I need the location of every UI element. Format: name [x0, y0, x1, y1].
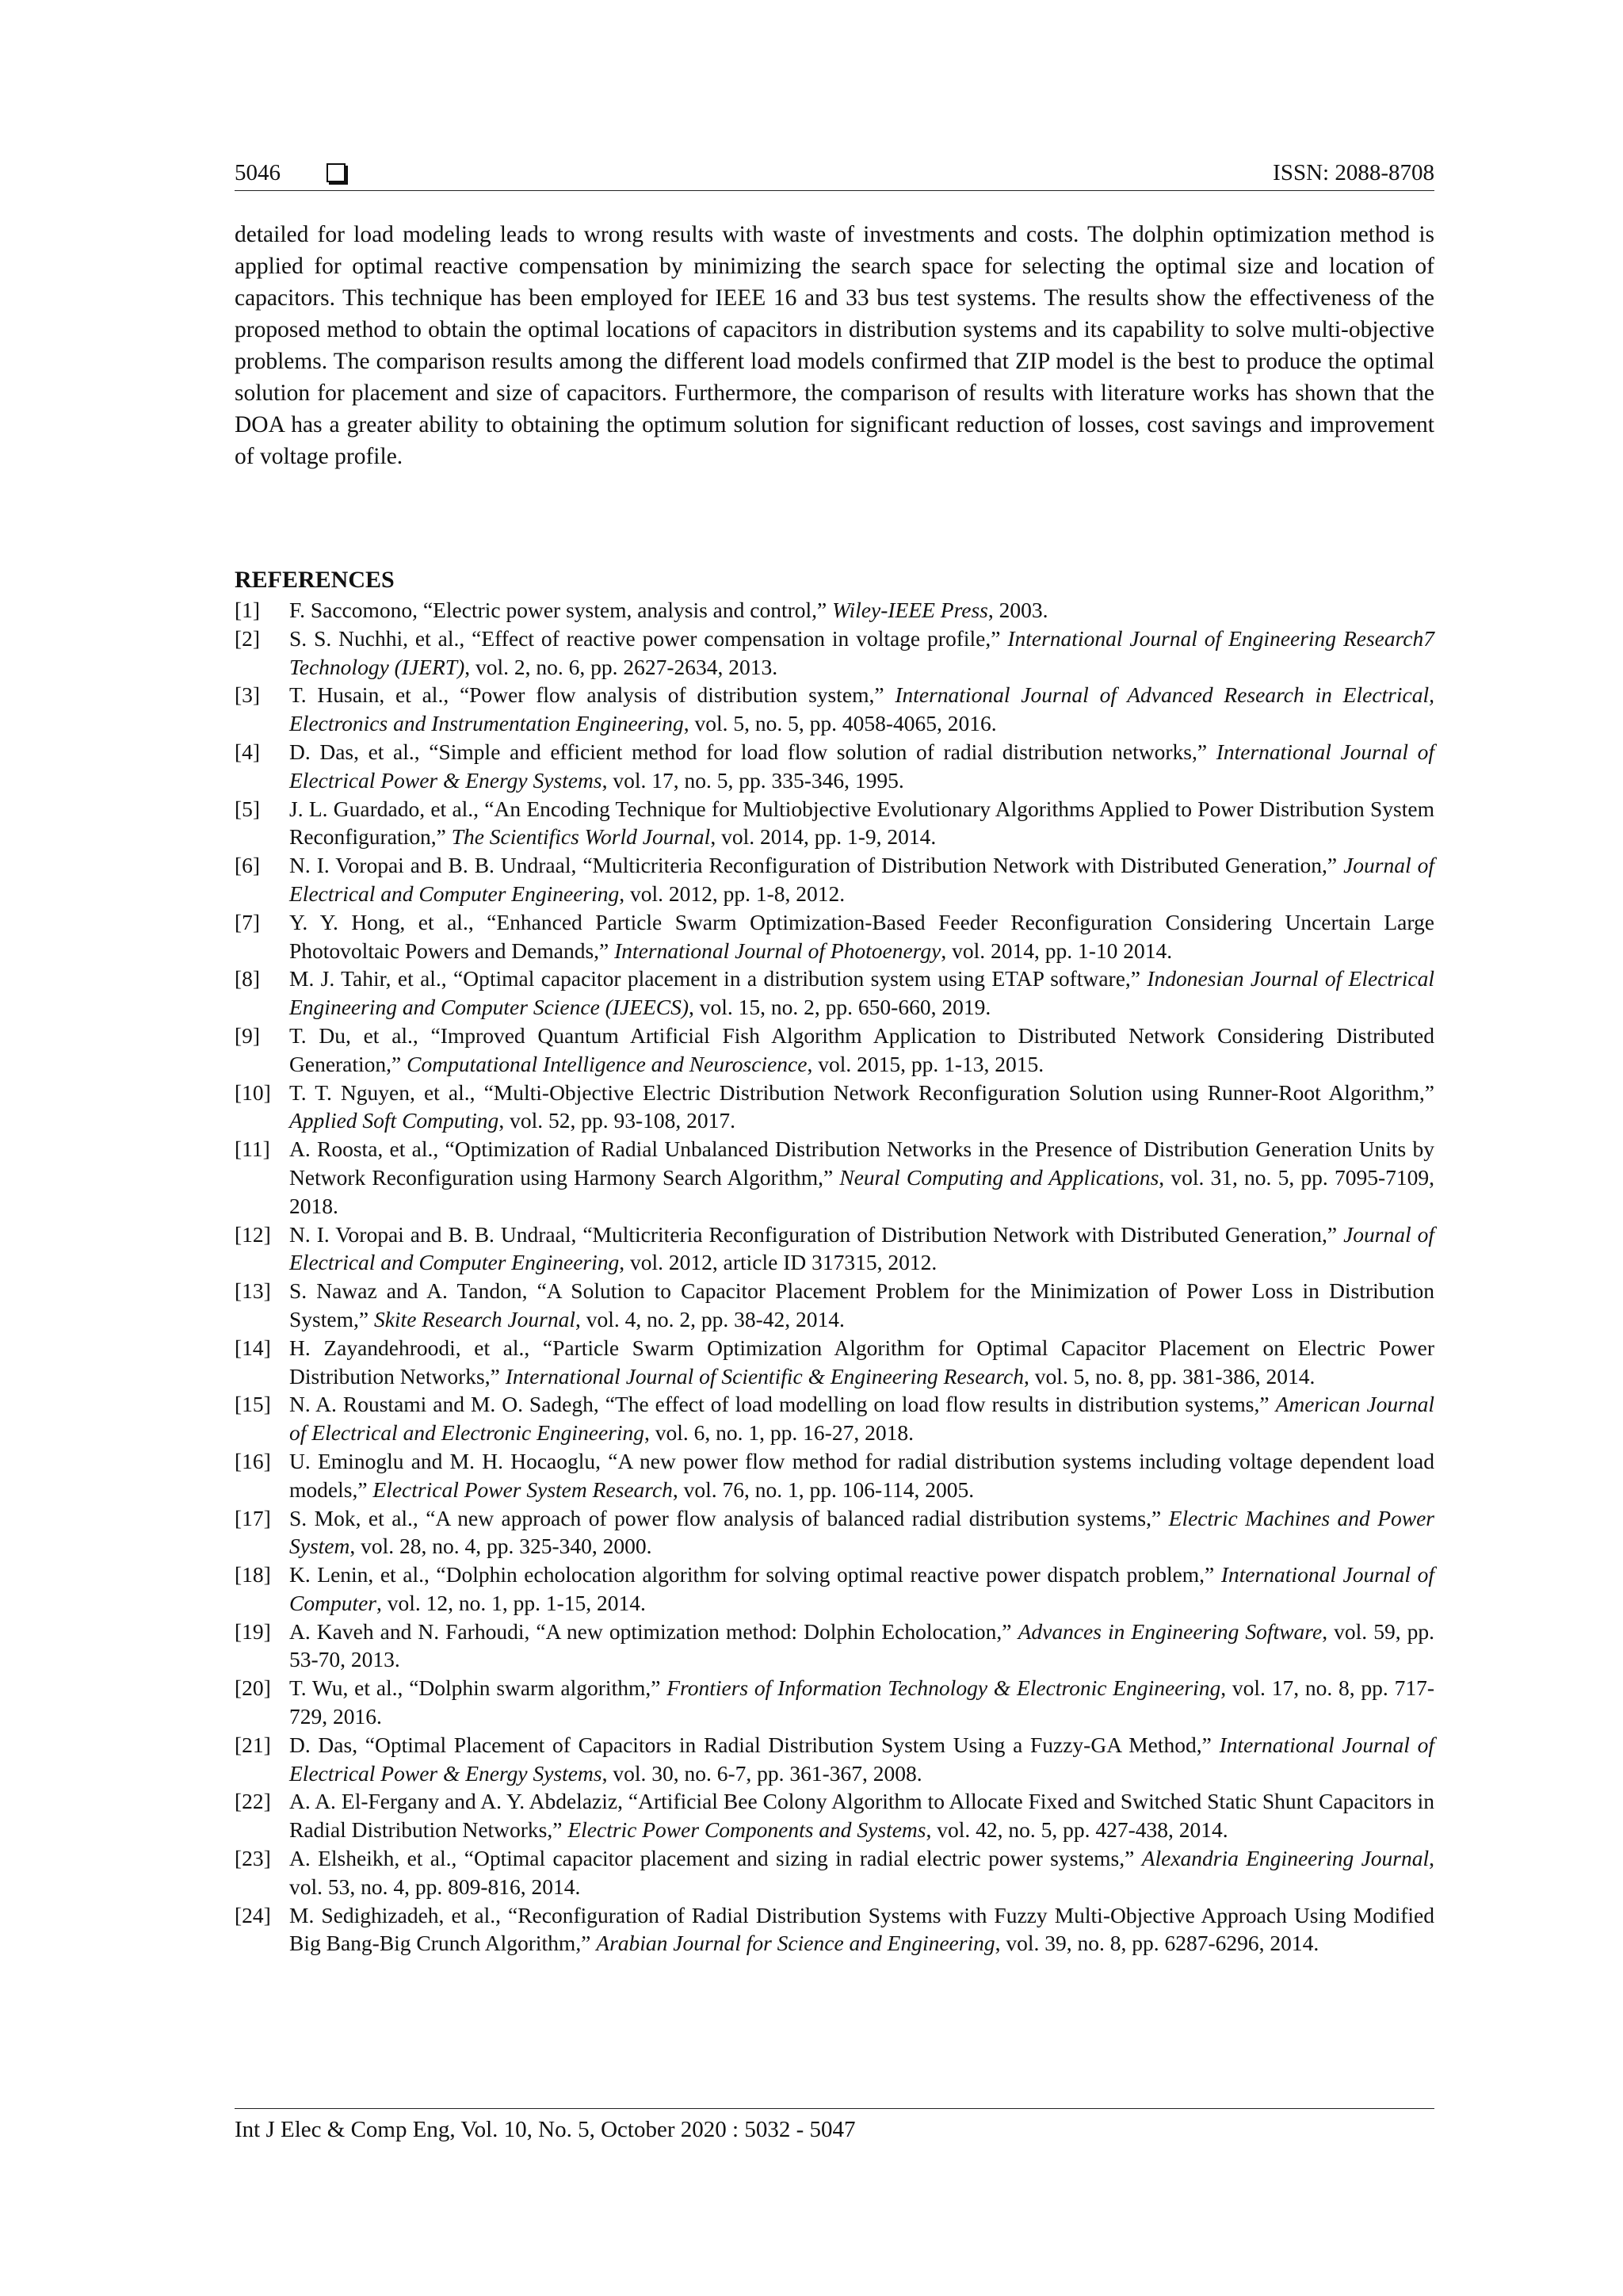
- reference-number: [15]: [235, 1392, 271, 1417]
- reference-number: [13]: [235, 1278, 271, 1304]
- reference-item: [235, 1618, 1434, 1675]
- reference-authors-title: A. A. El-Fergany and A. Y. Abdelaziz, “Artificial Bee Colony Algorithm to Allocate Fixed and Switched Static Shunt Capacitors in Radial Distribution Networks,”: [289, 1789, 1434, 1843]
- reference-number: [24]: [235, 1902, 271, 1927]
- reference-item: [235, 1787, 1434, 1844]
- reference-item: [235, 1277, 1434, 1334]
- reference-venue: International Journal of Scientific & Engineering Research: [505, 1363, 1024, 1389]
- reference-details: , vol. 2014, pp. 1-10 2014.: [941, 938, 1173, 963]
- reference-text: [289, 1733, 1434, 1786]
- reference-text: [289, 1506, 1434, 1559]
- reference-details: , vol. 4, no. 2, pp. 38-42, 2014.: [575, 1306, 845, 1331]
- reference-details: , vol. 5, no. 5, pp. 4058-4065, 2016.: [683, 711, 997, 736]
- reference-item: [235, 1334, 1434, 1391]
- reference-authors-title: A. Roosta, et al., “Optimization of Radial Unbalanced Distribution Networks in the Presence of Distribution Generation Units by Network Reconfiguration using Harmony Search Algorithm,”: [289, 1137, 1434, 1190]
- reference-number: [18]: [235, 1562, 271, 1587]
- reference-text: [289, 626, 1434, 679]
- reference-venue: Indonesian Journal of Electrical Engineering and Computer Science (IJEECS): [289, 966, 1434, 1020]
- reference-venue: Journal of Electrical and Computer Engineering: [289, 853, 1434, 906]
- reference-text: [289, 1023, 1434, 1076]
- reference-item: [235, 1844, 1434, 1901]
- reference-text: [289, 1222, 1434, 1275]
- reference-venue: Advances in Engineering Software: [1018, 1618, 1323, 1644]
- reference-item: [235, 1731, 1434, 1788]
- reference-venue: American Journal of Electrical and Electronic Engineering: [289, 1392, 1434, 1446]
- reference-details: , vol. 59, pp. 53-70, 2013.: [289, 1618, 1435, 1672]
- reference-item: [235, 1079, 1434, 1136]
- reference-number: [8]: [235, 966, 261, 991]
- reference-item: [235, 1221, 1434, 1278]
- reference-details: , vol. 6, no. 1, pp. 16-27, 2018.: [644, 1420, 914, 1446]
- reference-text: [289, 682, 1434, 735]
- reference-number: [1]: [235, 598, 261, 622]
- reference-item: [235, 1447, 1434, 1504]
- reference-venue: Electric Machines and Power System: [289, 1505, 1435, 1559]
- reference-item: [235, 1901, 1434, 1958]
- reference-venue: International Journal of Photoenergy: [614, 938, 941, 963]
- reference-text: [289, 797, 1434, 850]
- issn-label: ISSN: 2088-8708: [1273, 160, 1434, 185]
- reference-item: [235, 1674, 1434, 1731]
- reference-details: , vol. 39, no. 8, pp. 6287-6296, 2014.: [995, 1931, 1319, 1956]
- reference-number: [2]: [235, 625, 261, 651]
- reference-venue: Neural Computing and Applications: [839, 1164, 1159, 1190]
- reference-number: [5]: [235, 796, 261, 821]
- reference-number: [20]: [235, 1675, 271, 1701]
- reference-details: , vol. 5, no. 8, pp. 381-386, 2014.: [1023, 1363, 1316, 1389]
- reference-details: , vol. 2, no. 6, pp. 2627-2634, 2013.: [464, 654, 778, 679]
- reference-item: [235, 596, 1434, 625]
- reference-authors-title: J. L. Guardado, et al., “An Encoding Technique for Multiobjective Evolutionary Algorithms Applied to Power Distribution System Reconfiguration,”: [289, 796, 1434, 850]
- reference-number: [11]: [235, 1137, 270, 1162]
- reference-text: [289, 1675, 1434, 1729]
- reference-details: , vol. 15, no. 2, pp. 650-660, 2019.: [689, 995, 991, 1020]
- reference-venue: International Journal of Advanced Research in Electrical, Electronics and Instrumentation Engineering: [289, 682, 1434, 736]
- reference-venue: Applied Soft Computing: [289, 1108, 499, 1133]
- reference-authors-title: N. I. Voropai and B. B. Undraal, “Multicriteria Reconfiguration of Distribution Network with Distributed Generation,”: [289, 853, 1344, 878]
- reference-number: [6]: [235, 853, 261, 878]
- reference-venue: Skite Research Journal: [373, 1306, 575, 1331]
- square-bullet-icon: [327, 163, 346, 182]
- reference-authors-title: N. A. Roustami and M. O. Sadegh, “The effect of load modelling on load flow results in distribution systems,”: [289, 1392, 1276, 1417]
- reference-details: , vol. 2015, pp. 1-13, 2015.: [807, 1051, 1044, 1076]
- reference-number: [12]: [235, 1221, 271, 1247]
- reference-text: [289, 1449, 1434, 1502]
- reference-authors-title: Y. Y. Hong, et al., “Enhanced Particle Swarm Optimization-Based Feeder Reconfiguration Considering Uncertain Large Photovoltaic Powers and Demands,”: [289, 909, 1434, 963]
- reference-venue: Electrical Power System Research: [372, 1477, 673, 1502]
- reference-text: [289, 1903, 1434, 1956]
- reference-venue: Wiley-IEEE Press: [832, 598, 988, 622]
- reference-authors-title: T. T. Nguyen, et al., “Multi-Objective Electric Distribution Network Reconfiguration Solution using Runner-Root Algorithm,”: [289, 1079, 1434, 1105]
- reference-text: [289, 1562, 1434, 1615]
- reference-authors-title: D. Das, “Optimal Placement of Capacitors in Radial Distribution System Using a Fuzzy-GA Method,”: [289, 1732, 1220, 1757]
- reference-text: [289, 1335, 1434, 1389]
- reference-venue: International Journal of Electrical Power & Energy Systems: [289, 1732, 1435, 1786]
- reference-details: , vol. 17, no. 8, pp. 717-729, 2016.: [289, 1675, 1434, 1729]
- reference-text: [289, 1619, 1434, 1672]
- reference-authors-title: M. J. Tahir, et al., “Optimal capacitor placement in a distribution system using ETAP software,”: [289, 966, 1148, 991]
- reference-details: , vol. 52, pp. 93-108, 2017.: [498, 1108, 735, 1133]
- reference-item: [235, 681, 1434, 738]
- reference-text: [289, 1278, 1434, 1331]
- reference-venue: Computational Intelligence and Neuroscience: [407, 1051, 808, 1076]
- reference-item: [235, 1135, 1434, 1220]
- reference-text: [289, 1846, 1434, 1899]
- reference-number: [14]: [235, 1335, 271, 1360]
- reference-item: [235, 1504, 1434, 1561]
- reference-details: , vol. 76, no. 1, pp. 106-114, 2005.: [672, 1477, 975, 1502]
- reference-details: , vol. 30, no. 6-7, pp. 361-367, 2008.: [601, 1760, 922, 1786]
- reference-details: , vol. 2012, article ID 317315, 2012.: [619, 1250, 938, 1275]
- reference-text: [289, 1080, 1434, 1133]
- reference-authors-title: K. Lenin, et al., “Dolphin echolocation algorithm for solving optimal reactive power dispatch problem,”: [289, 1562, 1221, 1587]
- reference-number: [4]: [235, 739, 261, 764]
- reference-item: [235, 1390, 1434, 1447]
- reference-authors-title: A. Elsheikh, et al., “Optimal capacitor placement and sizing in radial electric power systems,”: [289, 1846, 1142, 1871]
- journal-citation: Int J Elec & Comp Eng, Vol. 10, No. 5, October 2020 : 5032 - 5047: [235, 2117, 856, 2142]
- reference-number: [10]: [235, 1079, 271, 1105]
- page-number: 5046: [235, 160, 281, 185]
- reference-authors-title: M. Sedighizadeh, et al., “Reconfiguration of Radial Distribution Systems with Fuzzy Multi-Objective Approach Using Modified Big Bang-Big Crunch Algorithm,”: [289, 1902, 1434, 1956]
- reference-details: , vol. 12, no. 1, pp. 1-15, 2014.: [376, 1590, 646, 1615]
- references-heading: REFERENCES: [235, 567, 395, 593]
- conclusion-paragraph: detailed for load modeling leads to wrong results with waste of investments and costs. The dolphin optimization method is applied for optimal reactive compensation by minimizing the search space for selecting the optimal size and location of capacitors. This technique has been employed for IEEE 16 and 33 bus test systems. The results show the effectiveness of the proposed method to obtain the optimal locations of capacitors in distribution systems and its capability to solve multi-objective problems. The comparison results among the different load models confirmed that ZIP model is the best to produce the optimal solution for placement and size of capacitors. Furthermore, the comparison of results with literature works has shown that the DOA has a greater ability to obtaining the optimum solution for significant reduction of losses, cost savings and improvement of voltage profile.: [235, 222, 1434, 469]
- reference-authors-title: F. Saccomono, “Electric power system, analysis and control,”: [289, 598, 833, 622]
- reference-authors-title: S. Mok, et al., “A new approach of power flow analysis of balanced radial distribution systems,”: [289, 1505, 1169, 1530]
- reference-details: , vol. 2012, pp. 1-8, 2012.: [619, 881, 846, 906]
- reference-text: [289, 739, 1434, 793]
- reference-text: [289, 853, 1434, 906]
- reference-venue: Alexandria Engineering Journal: [1141, 1846, 1430, 1871]
- reference-number: [22]: [235, 1789, 271, 1814]
- reference-item: [235, 1022, 1434, 1079]
- reference-authors-title: T. Husain, et al., “Power flow analysis of distribution system,”: [289, 682, 896, 708]
- reference-number: [21]: [235, 1732, 271, 1757]
- reference-item: [235, 908, 1434, 965]
- reference-details: , 2003.: [987, 598, 1048, 622]
- reference-authors-title: H. Zayandehroodi, et al., “Particle Swarm Optimization Algorithm for Optimal Capacitor Placement on Electric Power Distribution Networks,”: [289, 1335, 1434, 1389]
- reference-number: [23]: [235, 1846, 271, 1871]
- reference-item: [235, 851, 1434, 908]
- reference-text: [289, 598, 1048, 622]
- reference-details: , vol. 42, no. 5, pp. 427-438, 2014.: [926, 1817, 1228, 1843]
- page-footer: [235, 2108, 1434, 2145]
- reference-venue: International Journal of Computer: [289, 1562, 1434, 1615]
- reference-number: [16]: [235, 1448, 271, 1473]
- reference-item: [235, 965, 1434, 1022]
- reference-authors-title: S. S. Nuchhi, et al., “Effect of reactive power compensation in voltage profile,”: [289, 625, 1008, 651]
- reference-authors-title: T. Du, et al., “Improved Quantum Artificial Fish Algorithm Application to Distributed Network Considering Distributed Generation,”: [289, 1022, 1434, 1076]
- reference-number: [17]: [235, 1505, 271, 1530]
- reference-details: , vol. 28, no. 4, pp. 325-340, 2000.: [349, 1534, 652, 1559]
- reference-venue: International Journal of Engineering Research7 Technology (IJERT): [289, 625, 1434, 679]
- reference-venue: Electric Power Components and Systems: [567, 1817, 926, 1843]
- reference-authors-title: T. Wu, et al., “Dolphin swarm algorithm,”: [289, 1675, 667, 1701]
- reference-details: , vol. 2014, pp. 1-9, 2014.: [710, 824, 937, 850]
- page-header: [235, 155, 1434, 191]
- reference-number: [3]: [235, 682, 261, 708]
- references-list: [235, 596, 1434, 1958]
- reference-venue: International Journal of Electrical Power & Energy Systems: [289, 739, 1434, 793]
- reference-item: [235, 795, 1434, 852]
- reference-venue: Journal of Electrical and Computer Engineering: [289, 1221, 1434, 1275]
- reference-number: [7]: [235, 909, 261, 934]
- reference-authors-title: D. Das, et al., “Simple and efficient method for load flow solution of radial distribution networks,”: [289, 739, 1216, 764]
- reference-details: , vol. 17, no. 5, pp. 335-346, 1995.: [601, 767, 904, 793]
- reference-item: [235, 1561, 1434, 1618]
- reference-item: [235, 625, 1434, 682]
- reference-details: , vol. 53, no. 4, pp. 809-816, 2014.: [289, 1846, 1434, 1899]
- reference-item: [235, 738, 1434, 795]
- reference-authors-title: A. Kaveh and N. Farhoudi, “A new optimization method: Dolphin Echolocation,”: [289, 1618, 1018, 1644]
- reference-text: [289, 1789, 1434, 1842]
- reference-text: [289, 910, 1434, 963]
- reference-authors-title: N. I. Voropai and B. B. Undraal, “Multicriteria Reconfiguration of Distribution Network with Distributed Generation,”: [289, 1221, 1344, 1247]
- reference-venue: Arabian Journal for Science and Engineering: [596, 1931, 995, 1956]
- reference-authors-title: S. Nawaz and A. Tandon, “A Solution to Capacitor Placement Problem for the Minimization of Power Loss in Distribution System,”: [289, 1278, 1434, 1331]
- reference-text: [289, 966, 1434, 1019]
- reference-venue: Frontiers of Information Technology & Electronic Engineering: [666, 1675, 1221, 1701]
- reference-number: [19]: [235, 1618, 271, 1644]
- reference-venue: The Scientifics World Journal: [451, 824, 711, 850]
- reference-text: [289, 1392, 1434, 1445]
- reference-details: , vol. 31, no. 5, pp. 7095-7109, 2018.: [289, 1164, 1434, 1218]
- reference-text: [289, 1137, 1434, 1218]
- reference-authors-title: U. Eminoglu and M. H. Hocaoglu, “A new power flow method for radial distribution systems including voltage dependent load models,”: [289, 1448, 1434, 1502]
- reference-number: [9]: [235, 1022, 261, 1048]
